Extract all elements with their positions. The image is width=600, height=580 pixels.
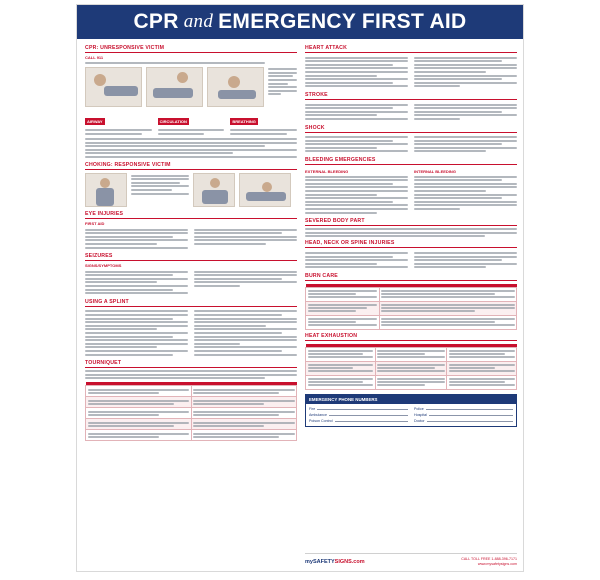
stroke-text-columns — [305, 102, 517, 122]
cpr-step-labels — [85, 110, 297, 137]
heat-exhaustion-table — [305, 344, 517, 390]
logo-part-1: mySAFETY — [305, 558, 335, 565]
heart-attack-title: HEART ATTACK — [305, 45, 517, 53]
phone-field-poison-control[interactable] — [309, 419, 408, 423]
phone-field-label: Doctor — [414, 418, 425, 423]
eye-text-columns — [85, 227, 297, 250]
title-emergency: EMERGENCY FIRST AID — [218, 10, 467, 33]
poster — [76, 4, 524, 572]
contact-phone: CALL TOLL FREE 1-888-396-7171 — [461, 557, 517, 562]
text-line — [85, 62, 265, 64]
seizures-signs-label: SIGNS/SYMPTOMS — [85, 263, 122, 269]
burn-care-title: BURN CARE — [305, 273, 517, 281]
choking-text — [131, 173, 189, 207]
phone-field-fire[interactable] — [309, 407, 408, 411]
internal-bleeding-label: INTERNAL BLEEDING — [414, 169, 456, 175]
phone-field-police[interactable] — [414, 407, 513, 411]
tourniquet-table — [85, 382, 297, 441]
poster-title-banner — [77, 5, 523, 39]
shock-text-columns — [305, 135, 517, 155]
phone-field-label: Hospital — [414, 412, 427, 417]
phone-field-label: Fire — [309, 406, 316, 411]
phone-field-doctor[interactable] — [414, 419, 513, 423]
phone-field-label: Police — [414, 406, 424, 411]
call-911-label: CALL 911 — [85, 55, 104, 60]
airway-photo — [85, 67, 142, 107]
step-breathing: BREATHING — [232, 118, 256, 124]
phone-field-hospital[interactable] — [414, 413, 513, 417]
phone-field-ambulance[interactable] — [309, 413, 408, 417]
splint-title: USING A SPLINT — [85, 299, 297, 307]
cpr-side-note — [268, 67, 297, 107]
phone-fields-grid — [306, 404, 516, 426]
emergency-phone-title: EMERGENCY PHONE NUMBERS — [306, 395, 516, 404]
choking-section-title: CHOKING: RESPONSIVE VICTIM — [85, 162, 297, 170]
right-column — [305, 45, 517, 427]
poster-footer — [305, 553, 517, 567]
choking-photo-3 — [239, 173, 291, 207]
eye-first-aid-label: FIRST AID — [85, 220, 105, 226]
phone-field-label: Poison Control — [309, 418, 333, 423]
phone-field-label: Ambulance — [309, 412, 327, 417]
bleeding-title: BLEEDING EMERGENCIES — [305, 157, 517, 165]
choking-photo-row — [85, 173, 297, 207]
footer-contact — [461, 557, 517, 566]
head-neck-spine-title: HEAD, NECK OR SPINE INJURIES — [305, 240, 517, 248]
mysafetysigns-logo — [305, 559, 365, 565]
contact-website[interactable]: www.mysafetysigns.com — [477, 561, 517, 566]
circulation-photo — [146, 67, 203, 107]
external-bleeding-label: EXTERNAL BLEEDING — [305, 169, 349, 175]
splint-text-columns — [85, 309, 297, 357]
cpr-section-title: CPR: UNRESPONSIVE VICTIM — [85, 45, 297, 53]
seizures-text-columns — [85, 269, 297, 296]
breathing-photo — [207, 67, 264, 107]
cpr-photo-row — [85, 67, 297, 107]
title-and: and — [183, 11, 214, 32]
step-airway: AIRWAY — [87, 118, 103, 124]
step-circulation: CIRCULATION — [159, 118, 187, 124]
eye-injuries-title: EYE INJURIES — [85, 211, 297, 219]
logo-part-2: SIGNS.com — [334, 558, 365, 565]
choking-photo-1 — [85, 173, 127, 207]
head-text-columns — [305, 250, 517, 270]
title-cpr: CPR — [133, 10, 179, 33]
left-column — [85, 45, 297, 444]
stroke-title: STROKE — [305, 92, 517, 100]
seizures-title: SEIZURES — [85, 253, 297, 261]
choking-photo-2 — [193, 173, 235, 207]
heat-exhaustion-title: HEAT EXHAUSTION — [305, 333, 517, 341]
burn-care-table — [305, 284, 517, 330]
emergency-phone-box — [305, 394, 517, 427]
heart-text-columns — [305, 55, 517, 89]
shock-title: SHOCK — [305, 125, 517, 133]
bleeding-columns — [305, 167, 517, 215]
severed-part-title: SEVERED BODY PART — [305, 218, 517, 226]
tourniquet-title: TOURNIQUET — [85, 360, 297, 368]
